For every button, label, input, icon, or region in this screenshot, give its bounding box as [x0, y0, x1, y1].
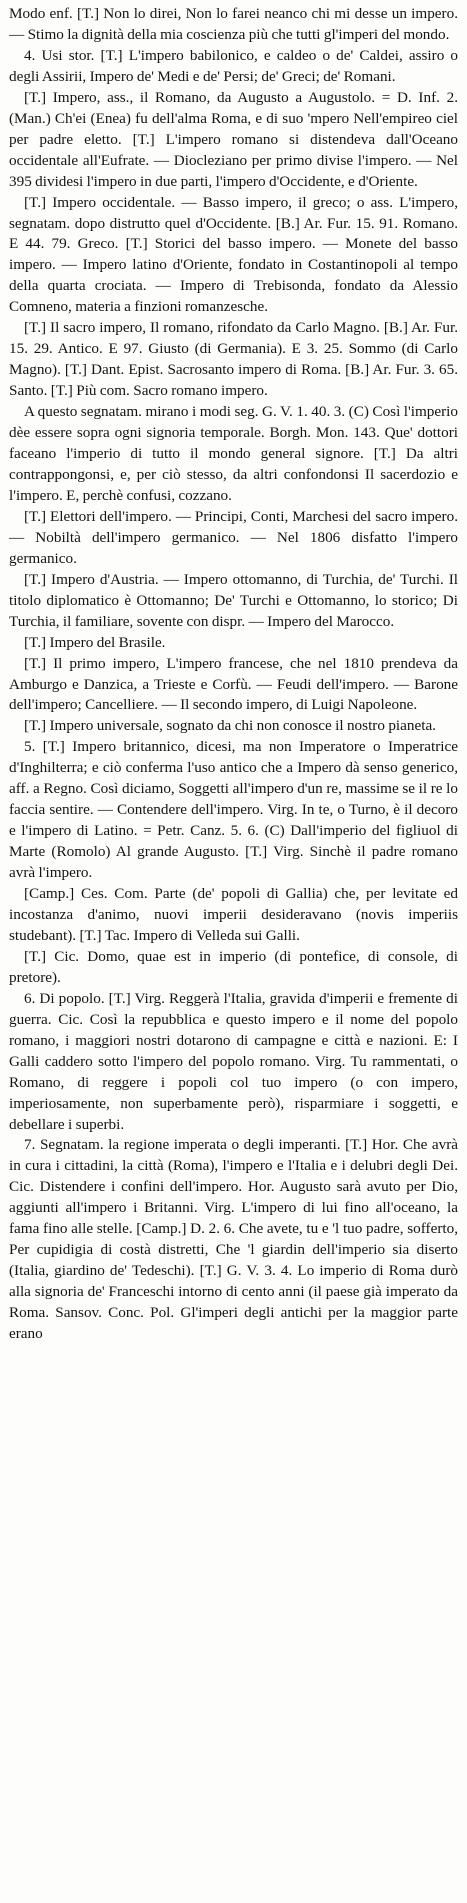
paragraph-text: [T.] Impero occidentale. — Basso impero, il greco; o ass. L'impero, segnatam. dopo distrutto quel d'Occidente. [B.] Ar. Fur. 15. 91. Romano. E 44. 79. Greco. [T.] Storici del basso impero. — Monete del basso impero. — Impero latino d'Oriente, fondato in Costantinopoli al tempo della quarta crociata. — Impero di Trebisonda, fondato da Alessio Comneno, materia a finzioni romanzesche. [9, 193, 458, 316]
paragraph-text: [T.] Impero d'Austria. — Impero ottomanno, di Turchia, de' Turchi. Il titolo diplomatico è Ottomanno; De' Turchi e Ottomanno, lo storico; Di Turchia, il familiare, sovente con dispr. — Impero del Marocco. [9, 570, 458, 630]
paragraph-western-empire [9, 193, 458, 319]
paragraph-text: [Camp.] Ces. Com. Parte (de' popoli di Gallia) che, per levitate ed incostanza d'animo, nuovi imperii desideravano (novis imperiis studebant). [T.] Tac. Impero di Velleda sui Galli. [9, 885, 458, 944]
paragraph-gallia [9, 884, 458, 947]
paragraph-continuation [9, 4, 458, 46]
paragraph-brazil [9, 633, 458, 654]
paragraph-text: 5. [T.] Impero britannico, dicesi, ma non Imperatore o Imperatrice d'Inghilterra; e ciò conferma l'uso antico che a Impero dà senso generico, aff. a Regno. Così diciamo, Soggetti all'impero d'un re, massime se il re lo faccia sentire. — Contendere dell'impero. Virg. In te, o Turno, è il decoro e l'impero di Latino. = Petr. Canz. 5. 6. (C) Dall'imperio del figliuol di Marte (Romolo) Al grande Augusto. [T.] Virg. Sinchè il padre romano avrà l'impero. [9, 738, 458, 882]
paragraph-text: [T.] Cic. Domo, quae est in imperio (di pontefice, di console, di pretore). [9, 947, 458, 986]
paragraph-text: Modo enf. [T.] Non lo direi, Non lo farei neanco chi mi desse un impero. — Stimo la dignità della mia coscienza più che tutti gl'imperi del mondo. [9, 5, 458, 43]
paragraph-text: [T.] Impero del Brasile. [24, 633, 166, 651]
paragraph-text: [T.] Il sacro impero, Il romano, rifondato da Carlo Magno. [B.] Ar. Fur. 15. 29. Antico. E 97. Giusto (di Germania). E 3. 25. Sommo (di Carlo Magno). [T.] Dant. Epist. Sacrosanto impero di Roma. [B.] Ar. Fur. 3. 65. Santo. [T.] Più com. Sacro romano impero. [9, 319, 458, 400]
paragraph-sense-7 [9, 1135, 458, 1345]
paragraph-text: 7. Segnatam. la regione imperata o degli imperanti. [T.] Hor. Che avrà in cura i cittadini, la città (Roma), l'impero e l'Italia e i delubri degli Dei. Cic. Distendere i confini dell'impero. Hor. Augusto sarà avuto per Dio, aggiunti all'impero i Britanni. Virg. L'impero di lui fino all'oceano, la fama fino alle stelle. [Camp.] D. 2. 6. Che avete, tu e 'l tuo padre, sofferto, Per cupidigia di costà distretti, Che 'l giardin dell'imperio sia diserto (Italia, giardino de' Tedeschi). [T.] G. V. 3. 4. Lo imperio di Roma durò alla signoria de' Franceschi intorno di cento anni (il paese già imperato da Roma. Sansov. Conc. Pol. Gl'imperi degli antichi per la maggior parte erano [9, 1136, 458, 1343]
paragraph-first-empire [9, 654, 458, 717]
paragraph-universal-empire [9, 716, 458, 737]
paragraph-sense-6 [9, 989, 458, 1136]
paragraph-temporal-power [9, 402, 458, 507]
paragraph-text: 6. Di popolo. [T.] Virg. Reggerà l'Italia, gravida d'imperii e fremente di guerra. Cic. Così la repubblica e questo impero e il nome del popolo romano, i maggiori nostri dotarono di campagne e città e nazioni. E: I Galli caddero sotto l'impero del popolo romano. Virg. Tu rammentati, o Romano, di reggere i popoli col tuo impero (o con impero, imperiosamente, non superbamente però), risparmiare i soggetti, e debellare i superbi. [9, 989, 458, 1133]
paragraph-electors [9, 507, 458, 570]
paragraph-text: A questo segnatam. mirano i modi seg. G. V. 1. 40. 3. (C) Così l'imperio dèe essere sopra ogni signoria temporale. Borgh. Mon. 143. Que' dottori faceano l'imperio di tutto il mondo general signore. [T.] Da altri contrappongonsi, e, per ciò stesso, da altri confondonsi Il sacerdozio e l'impero. E, perchè confusi, cozzano. [9, 403, 458, 504]
paragraph-cicero-domo [9, 947, 458, 989]
paragraph-sense-5 [9, 737, 458, 884]
paragraph-roman-empire [9, 88, 458, 193]
paragraph-text: [T.] Impero, ass., il Romano, da Augusto a Augustolo. = D. Inf. 2. (Man.) Ch'ei (Enea) fu dell'alma Roma, e di suo 'mpero Nell'empireo ciel per padre eletto. [T.] L'impero romano si distendeva dall'Oceano occidentale all'Eufrate. — Diocleziano per primo divise l'impero. — Nel 395 dividesi l'impero in due parti, l'impero d'Occidente, e d'Oriente. [9, 88, 458, 190]
text-column [9, 4, 458, 1345]
paragraph-text: [T.] Impero universale, sognato da chi non conosce il nostro pianeta. [24, 717, 436, 735]
paragraph-text: [T.] Elettori dell'impero. — Principi, Conti, Marchesi del sacro impero. — Nobiltà dell'impero germanico. — Nel 1806 disfatto l'impero germanico. [9, 507, 458, 567]
paragraph-text: 4. Usi stor. [T.] L'impero babilonico, e caldeo o de' Caldei, assiro o degli Assirii, Impero de' Medi e de' Persi; de' Greci; de' Romani. [9, 46, 458, 85]
paragraph-sense-4 [9, 46, 458, 88]
paragraph-holy-empire [9, 318, 458, 402]
paragraph-text: [T.] Il primo impero, L'impero francese, che nel 1810 prendeva da Amburgo e Danzica, a Trieste e Corfù. — Feudi dell'impero. — Barone dell'impero; Cancelliere. — Il secondo impero, di Luigi Napoleone. [9, 654, 458, 714]
paragraph-austria-ottoman [9, 570, 458, 633]
